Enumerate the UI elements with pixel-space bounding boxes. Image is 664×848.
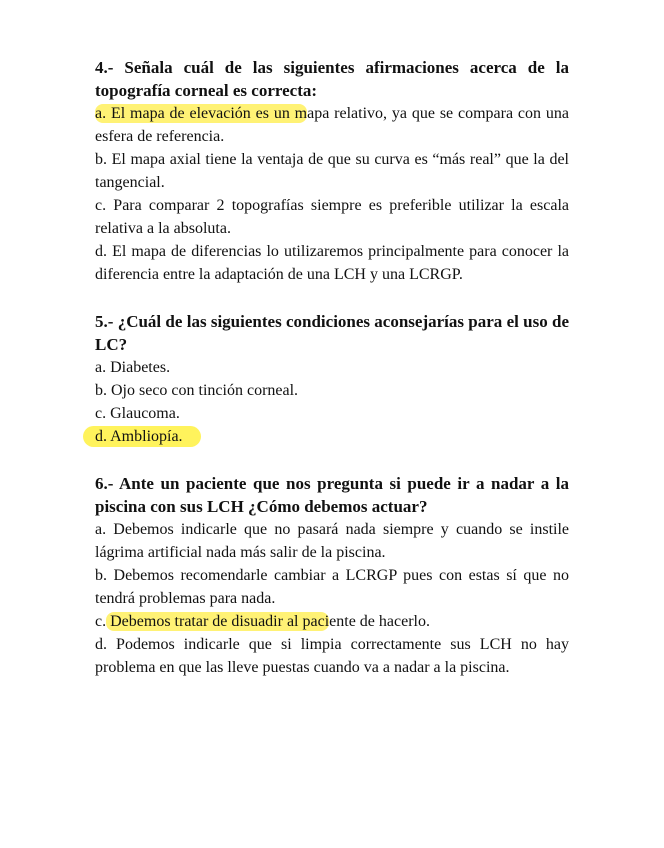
option-text: apa relativo, ya que se compara con una esfera de referencia. xyxy=(95,105,569,145)
option-c: c. Para comparar 2 topografías siempre es preferible utilizar la escala relativa a la absoluta. xyxy=(95,197,569,237)
option-b: b. El mapa axial tiene la ventaja de que su curva es “más real” que la del tangencial. xyxy=(95,151,569,191)
option-d: d. El mapa de diferencias lo utilizaremos principalmente para conocer la diferencia entre la adaptación de una LCH y una LCRGP. xyxy=(95,243,569,283)
question-title: 4.- Señala cuál de las siguientes afirmaciones acerca de la topografía corneal es correcta: xyxy=(95,58,569,100)
option-b: b. Debemos recomendarle cambiar a LCRGP pues con estas sí que no tendrá problemas para nada. xyxy=(95,567,569,607)
highlighted-text: Debemos tratar de disuadir al paci xyxy=(106,613,330,630)
option-prefix: c. xyxy=(95,613,107,630)
option-d xyxy=(95,425,569,448)
option-d: d. Podemos indicarle que si limpia correctamente sus LCH no hay problema en que las lleve puestas cuando va a nadar a la piscina. xyxy=(95,636,569,676)
option-text: ente de hacerlo. xyxy=(329,613,430,630)
question-5 xyxy=(95,310,569,448)
option-a: a. Debemos indicarle que no pasará nada siempre y cuando se instile lágrima artificial nada más salir de la piscina. xyxy=(95,521,569,561)
document-page xyxy=(95,56,569,703)
highlighted-text: d. Ambliopía. xyxy=(83,426,201,447)
option-a xyxy=(95,102,569,148)
option-c xyxy=(95,610,569,633)
question-4 xyxy=(95,56,569,286)
question-6 xyxy=(95,472,569,679)
question-title: 6.- Ante un paciente que nos pregunta si puede ir a nadar a la piscina con sus LCH ¿Cómo debemos actuar? xyxy=(95,474,569,516)
highlighted-text: a. El mapa de elevación es un m xyxy=(95,105,308,122)
option-b: b. Ojo seco con tinción corneal. xyxy=(95,382,299,399)
option-a: a. Diabetes. xyxy=(95,359,171,376)
option-c: c. Glaucoma. xyxy=(95,405,180,422)
question-title: 5.- ¿Cuál de las siguientes condiciones aconsejarías para el uso de LC? xyxy=(95,312,569,354)
